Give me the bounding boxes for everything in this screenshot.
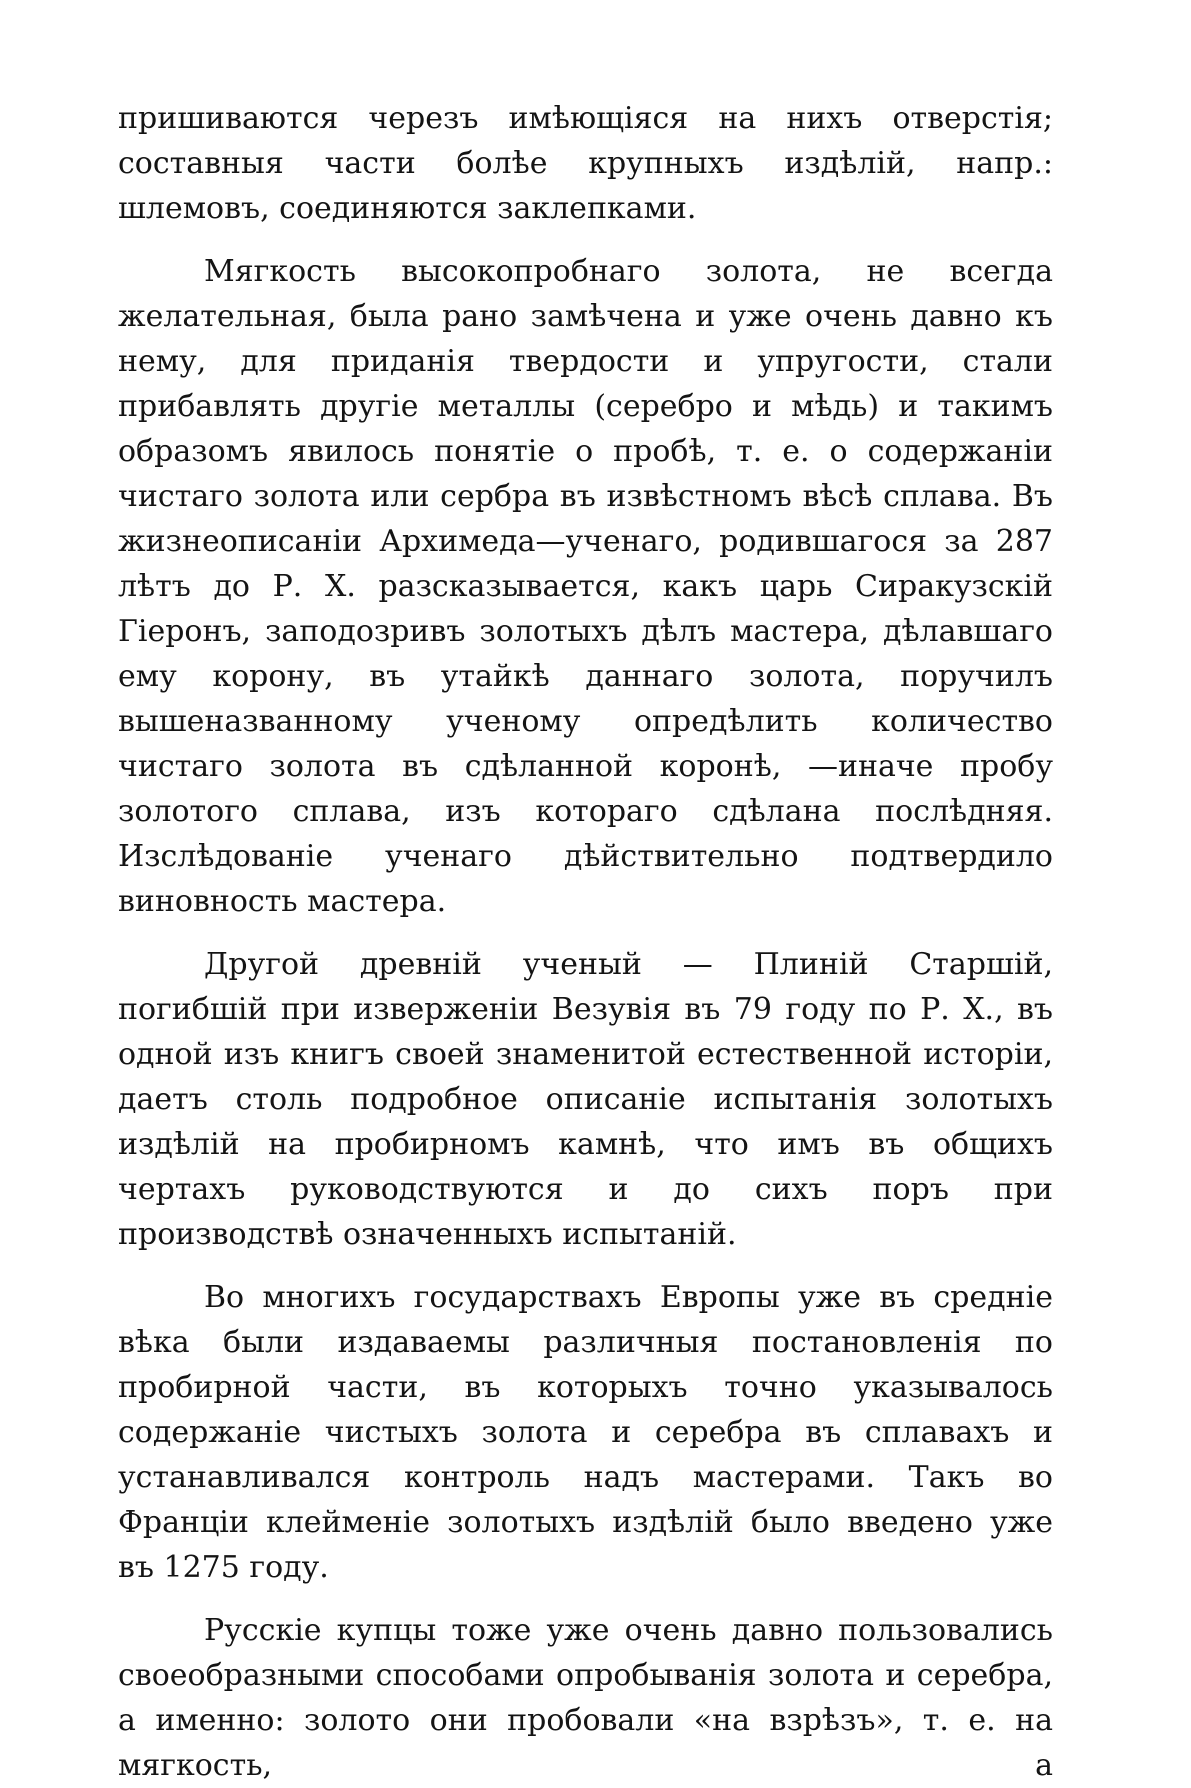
document-page: [118, 96, 1053, 1788]
paragraph-2: Мягкость высокопробнаго золота, не всегда желательная, была рано замѣчена и уже очень давно къ нему, для приданія твердости и упругости, стали прибавлять другіе металлы (серебро и мѣдь) и такимъ образомъ явилось понятіе о пробѣ, т. е. о содержаніи чистаго золота или сербра въ извѣстномъ вѣсѣ сплава. Въ жизнеописаніи Архимеда—ученаго, родившагося за 287 лѣтъ до Р. Х. разсказывается, какъ царь Сиракузскій Гіеронъ, заподозривъ золотыхъ дѣлъ мастера, дѣлавшаго ему корону, въ утайкѣ даннаго золота, поручилъ вышеназванному ученому опредѣлить количество чистаго золота въ сдѣланной коронѣ, —иначе пробу золотого сплава, изъ котораго сдѣлана послѣдняя. Изслѣдованіе ученаго дѣйствительно подтвердило виновность мастера.: [118, 254, 1053, 919]
paragraph-1: пришиваются черезъ имѣющіяся на нихъ отверстія; составныя части болѣе крупныхъ издѣлій, напр.: шлемовъ, соединяются заклепками.: [118, 101, 1053, 226]
paragraph-5: Русскіе купцы тоже уже очень давно пользовались своеобразными способами опробыванія золота и серебра, а именно: золото они пробовали «на взрѣзъ», т. е. на мягкость, а: [118, 1613, 1053, 1783]
paragraph-3: Другой древній ученый — Плиній Старшій, погибшій при изверженіи Везувія въ 79 году по Р. Х., въ одной изъ книгъ своей знаменитой естественной исторіи, даетъ столь подробное описаніе испытанія золотыхъ издѣлій на пробирномъ камнѣ, что имъ въ общихъ чертахъ руководствуются и до сихъ поръ при производствѣ означенныхъ испытаній.: [118, 947, 1053, 1252]
paragraph-4: Во многихъ государствахъ Европы уже въ средніе вѣка были издаваемы различныя постановленія по пробирной части, въ которыхъ точно указывалось содержаніе чистыхъ золота и серебра въ сплавахъ и устанавливался контроль надъ мастерами. Такъ во Франціи клейменіе золотыхъ издѣлій было введено уже въ 1275 году.: [118, 1280, 1053, 1585]
